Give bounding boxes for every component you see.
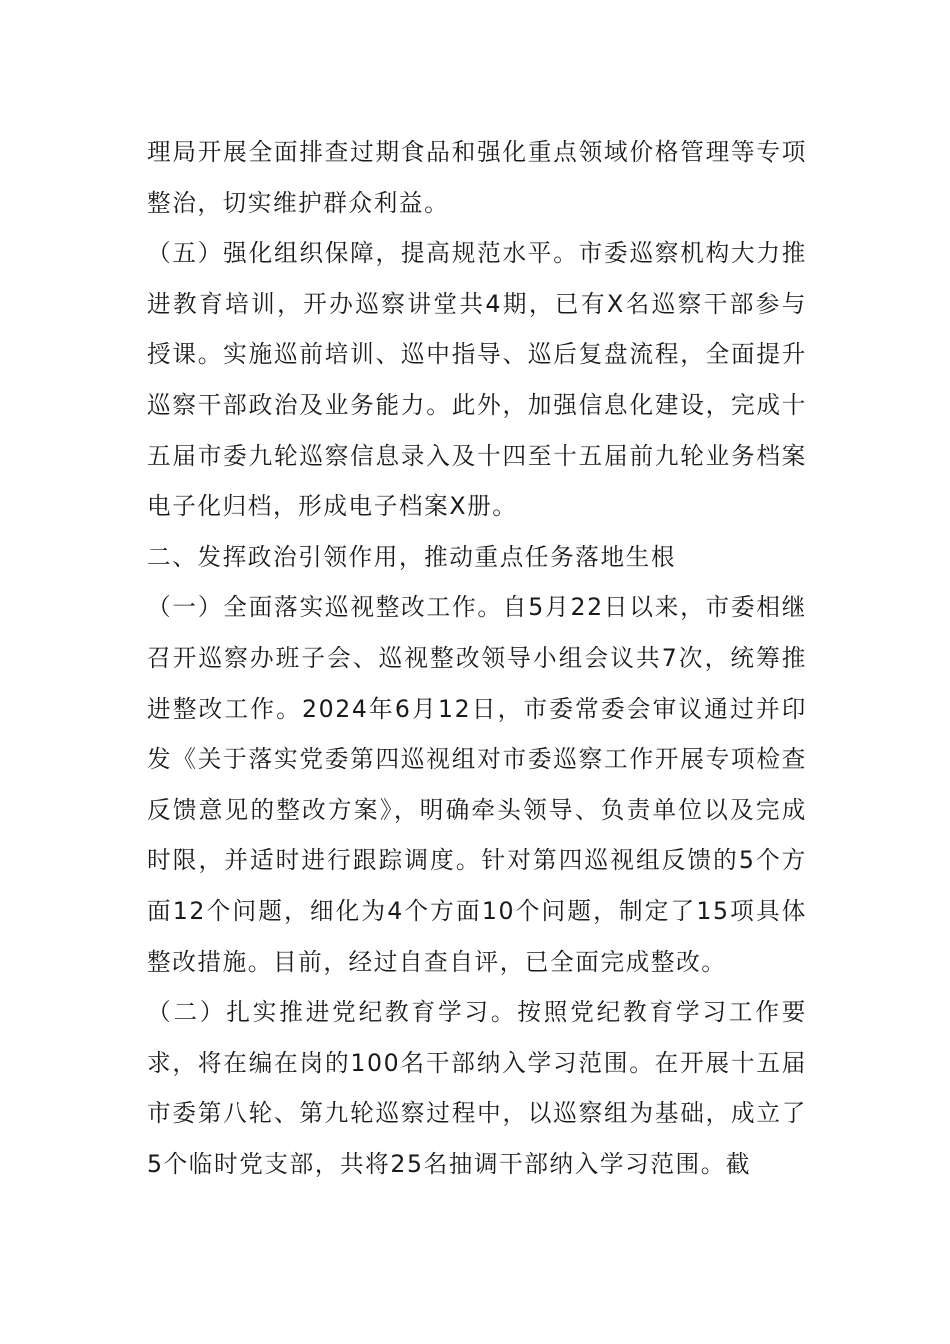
paragraph-inspection-rectification: （一）全面落实巡视整改工作。自5月22日以来，市委相继召开巡察办班子会、巡视整改领导小组会议共7次，统筹推进整改工作。2024年6月12日，市委常委会审议通过并印发《关于落实党委第四巡视组对市委巡察工作开展专项检查反馈意见的整改方案》，明确牵头领导、负责单位以及完成时限，并适时进行跟踪调度。针对第四巡视组反馈的5个方面12个问题，细化为4个方面10个问题，制定了15项具体整改措施。目前，经过自查自评，已全面完成整改。: [147, 593, 807, 976]
document-body: [147, 127, 807, 1189]
paragraph-organizational-guarantee: （五）强化组织保障，提高规范水平。市委巡察机构大力推进教育培训，开办巡察讲堂共4期，已有X名巡察干部参与授课。实施巡前培训、巡中指导、巡后复盘流程，全面提升巡察干部政治及业务能力。此外，加强信息化建设，完成十五届市委九轮巡察信息录入及十四至十五届前九轮业务档案电子化归档，形成电子档案X册。: [147, 239, 807, 521]
paragraph-price-enforcement-continuation: 理局开展全面排查过期食品和强化重点领域价格管理等专项整治，切实维护群众利益。: [147, 138, 807, 217]
section-heading-political-leadership: 二、发挥政治引领作用，推动重点任务落地生根: [147, 542, 677, 571]
paragraph-party-discipline-education: （二）扎实推进党纪教育学习。按照党纪教育学习工作要求，将在编在岗的100名干部纳入学习范围。在开展十五届市委第八轮、第九轮巡察过程中，以巡察组为基础，成立了5个临时党支部，共将25名抽调干部纳入学习范围。截: [147, 998, 807, 1178]
